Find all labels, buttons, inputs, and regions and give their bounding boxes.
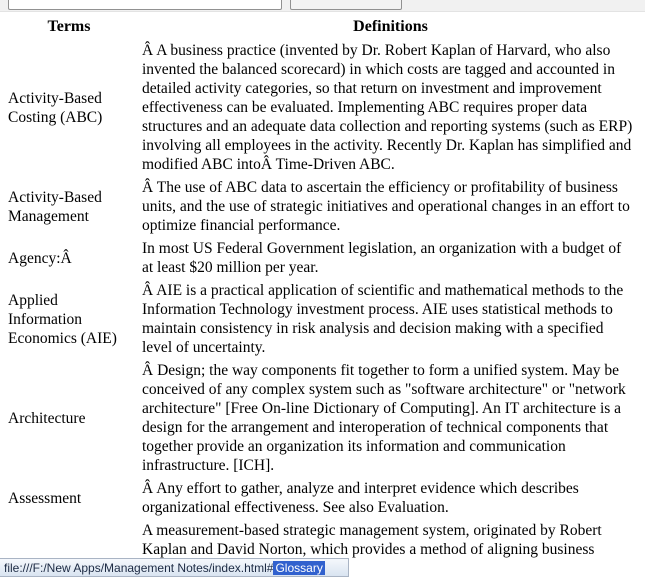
table-row bbox=[2, 238, 643, 278]
definition-cell: Â A business practice (invented by Dr. Robert Kaplan of Harvard, who also invented the balanced scorecard) in which costs are tagged and accounted in detailed activity categories, so that return on investment and improvement effectiveness can be evaluated. Implementing ABC requires proper data structures and an adequate data collection and reporting systems (such as ERP) involving all employees in the activity. Recently Dr. Kaplan has simplified and modified ABC intoÂ Time-Driven ABC. bbox=[142, 42, 633, 173]
term-cell bbox=[2, 520, 136, 560]
definition-cell: Â Any effort to gather, analyze and interpret evidence which describes organizational effectiveness. See also Evaluation. bbox=[142, 480, 579, 516]
column-header-terms: Terms bbox=[47, 18, 91, 35]
term-cell: Activity-Based Costing (ABC) bbox=[8, 89, 103, 126]
table-row bbox=[2, 177, 643, 236]
table-row bbox=[2, 520, 643, 560]
status-url-anchor: Glossary bbox=[275, 560, 323, 575]
term-cell: Agency:Â bbox=[8, 249, 72, 267]
term-cell: Applied Information Economics (AIE) bbox=[8, 291, 117, 347]
definition-cell: In most US Federal Government legislation, an organization with a budget of at least $20 million per year. bbox=[142, 240, 622, 276]
status-bar bbox=[0, 558, 349, 577]
table-row bbox=[2, 360, 643, 476]
table-row bbox=[2, 280, 643, 358]
term-cell: Architecture bbox=[8, 409, 86, 427]
status-url: file:///F:/New Apps/Management Notes/index.html# bbox=[4, 560, 274, 575]
header-row bbox=[2, 14, 643, 38]
search-input[interactable] bbox=[8, 0, 282, 10]
glossary-table bbox=[0, 12, 645, 562]
term-cell: Assessment bbox=[8, 489, 82, 507]
term-cell: Activity-Based Management bbox=[8, 188, 102, 225]
table-row bbox=[2, 40, 643, 175]
table-row bbox=[2, 478, 643, 518]
definition-cell: Â Design; the way components fit together to form a unified system. May be conceived of any complex system such as "software architecture" or "network architecture" [Free On-line Dictionary of Computing]. An IT architecture is a design for the arrangement and interoperation of technical components that together provide an organization its information and communication infrastructure. [ICH]. bbox=[142, 362, 626, 474]
column-header-definitions: Definitions bbox=[353, 18, 428, 35]
topbar-button[interactable] bbox=[290, 0, 402, 10]
definition-cell: A measurement-based strategic management system, originated by Robert Kaplan and David Norton, which provides a method of aligning business bbox=[142, 522, 602, 558]
definition-cell: Â The use of ABC data to ascertain the efficiency or profitability of business units, and the use of strategic initiatives and operational changes in an effort to optimize financial performance. bbox=[142, 179, 630, 234]
top-toolbar bbox=[0, 0, 645, 12]
definition-cell: Â AIE is a practical application of scientific and mathematical methods to the Information Technology investment process. AIE uses statistical methods to maintain consistency in risk analysis and decision making with a specified level of uncertainty. bbox=[142, 282, 624, 356]
